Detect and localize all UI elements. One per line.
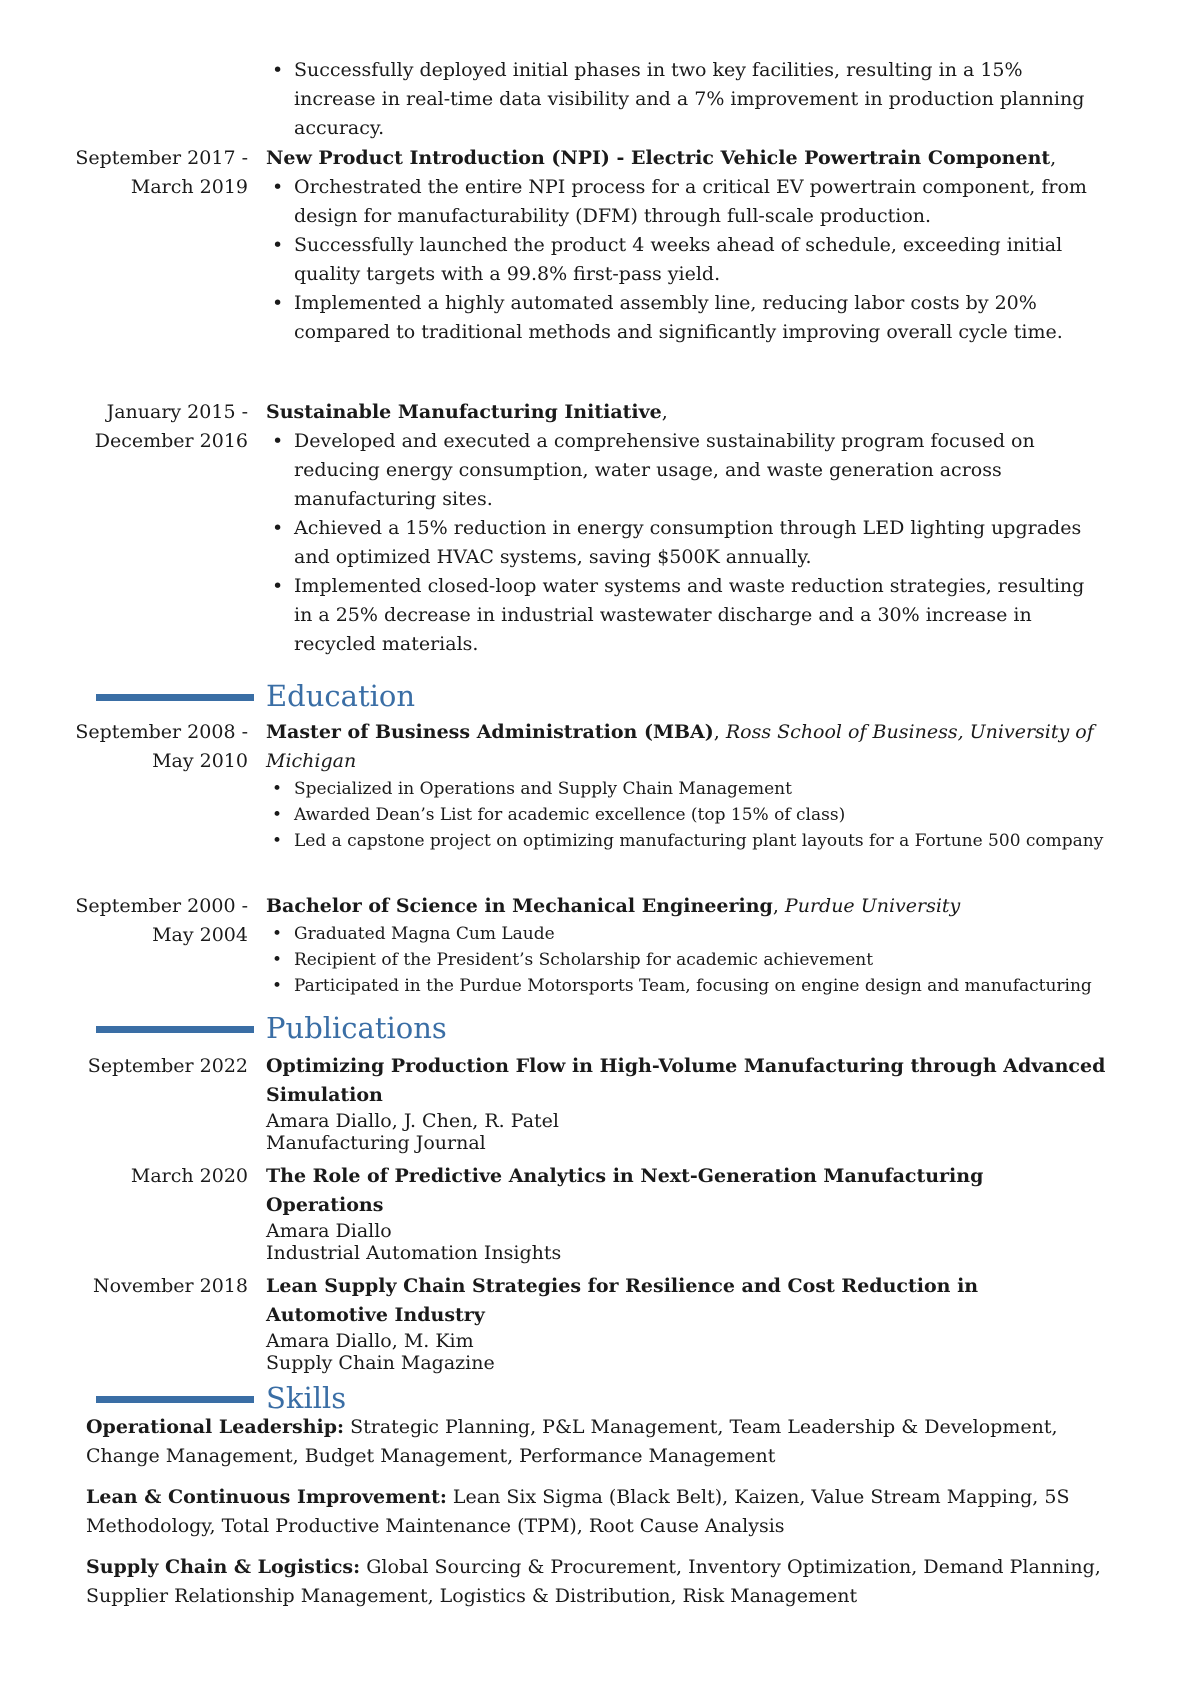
section-accent-bar [96, 694, 254, 701]
entry-content [266, 1162, 1106, 1264]
bullet-item: • Orchestrated the entire NPI process for a critical EV powertrain component, from design for manufacturability (DFM) through full-scale production. [266, 173, 1106, 231]
bullet-list [266, 776, 1106, 854]
entry-content [266, 718, 1106, 854]
entry-date: September 2008 - May 2010 [75, 721, 248, 772]
publication-authors: Amara Diallo, M. Kim [266, 1330, 474, 1352]
entry-date: September 2017 - March 2019 [75, 147, 248, 198]
bullet-list [266, 427, 1106, 659]
institution-name: Purdue University [784, 895, 961, 917]
section-title: Publications [266, 1011, 447, 1045]
section-title: Skills [266, 1381, 347, 1415]
bullet-item: • Implemented a highly automated assembly line, reducing labor costs by 20% compared to traditional methods and significantly improving overall cycle time. [266, 289, 1106, 347]
publication-authors: Amara Diallo, J. Chen, R. Patel [266, 1110, 559, 1132]
bullet-item: • Awarded Dean’s List for academic excellence (top 15% of class) [266, 802, 1106, 828]
publication-title: The Role of Predictive Analytics in Next-Generation Manufacturing Operations [266, 1165, 984, 1216]
entry-date: September 2022 [87, 1055, 248, 1077]
publication-title: Lean Supply Chain Strategies for Resilience and Cost Reduction in Automotive Industry [266, 1275, 979, 1326]
entry-content [266, 398, 1106, 659]
entry-date: March 2020 [130, 1165, 248, 1187]
section-accent-bar [96, 1396, 254, 1403]
entry-heading: Bachelor of Science in Mechanical Engineering, Purdue University [266, 895, 961, 917]
section-title: Education [266, 679, 416, 713]
skill-group-items: Lean Six Sigma (Black Belt), Kaizen, Value Stream Mapping, 5S Methodology, Total Productive Maintenance (TPM), Root Cause Analysis [86, 1486, 1070, 1537]
bullet-item: • Developed and executed a comprehensive sustainability program focused on reducing energy consumption, water usage, and waste generation across manufacturing sites. [266, 427, 1106, 514]
project-title: Sustainable Manufacturing Initiative [266, 401, 662, 423]
bullet-item: • Graduated Magna Cum Laude [266, 921, 1106, 947]
skill-group-items: Global Sourcing & Procurement, Inventory Optimization, Demand Planning, Supplier Relationship Management, Logistics & Distribution, Risk Management [86, 1556, 1101, 1607]
bullet-item: • Implemented closed-loop water systems and waste reduction strategies, resulting in a 25% decrease in industrial wastewater discharge and a 30% increase in recycled materials. [266, 572, 1106, 659]
bullet-item: • Successfully launched the product 4 weeks ahead of schedule, exceeding initial quality targets with a 99.8% first-pass yield. [266, 231, 1106, 289]
bullet-item: • Successfully deployed initial phases in two key facilities, resulting in a 15% increase in real-time data visibility and a 7% improvement in production planning accuracy. [266, 56, 1106, 143]
publication-venue: Industrial Automation Insights [266, 1242, 562, 1264]
skills-list [86, 1413, 1106, 1623]
bullet-list [266, 173, 1106, 347]
bullet-item: • Led a capstone project on optimizing manufacturing plant layouts for a Fortune 500 company [266, 828, 1106, 854]
entry-heading: Master of Business Administration (MBA), Ross School of Business, University of Michigan [266, 721, 1094, 772]
entry-date: November 2018 [93, 1275, 248, 1297]
skill-group [86, 1483, 1106, 1541]
bullet-list [266, 56, 1106, 143]
project-title: New Product Introduction (NPI) - Electric Vehicle Powertrain Component [266, 147, 1051, 169]
entry-content [266, 1272, 1106, 1374]
skill-group [86, 1413, 1106, 1471]
bullet-list [266, 921, 1106, 999]
skill-group-label: Supply Chain & Logistics: [86, 1556, 361, 1578]
skill-group-label: Lean & Continuous Improvement: [86, 1486, 447, 1508]
bullet-item: • Achieved a 15% reduction in energy consumption through LED lighting upgrades and optimized HVAC systems, saving $500K annually. [266, 514, 1106, 572]
publication-title: Optimizing Production Flow in High-Volume Manufacturing through Advanced Simulation [266, 1055, 1106, 1106]
bullet-item: • Specialized in Operations and Supply Chain Management [266, 776, 1106, 802]
entry-content [266, 892, 1106, 999]
skill-group-items: Strategic Planning, P&L Management, Team Leadership & Development, Change Management, Budget Management, Performance Management [86, 1416, 1058, 1467]
section-accent-bar [96, 1026, 254, 1033]
bullet-item: • Participated in the Purdue Motorsports Team, focusing on engine design and manufacturing [266, 973, 1106, 999]
entry-heading: New Product Introduction (NPI) - Electric Vehicle Powertrain Component, [266, 147, 1057, 169]
degree-title: Master of Business Administration (MBA) [266, 721, 714, 743]
entry-date: September 2000 - May 2004 [75, 895, 248, 946]
entry-content [266, 56, 1106, 143]
publication-authors: Amara Diallo [266, 1220, 392, 1242]
institution-name: Ross School of Business, University of Michigan [266, 721, 1094, 772]
entry-date: January 2015 - December 2016 [94, 401, 248, 452]
education-section-header [0, 678, 1190, 718]
entry-content [266, 1052, 1106, 1154]
entry-heading: Sustainable Manufacturing Initiative, [266, 401, 668, 423]
entry-content [266, 144, 1106, 347]
skill-group-label: Operational Leadership: [86, 1416, 345, 1438]
publication-venue: Supply Chain Magazine [266, 1352, 495, 1374]
skill-group [86, 1553, 1106, 1611]
degree-title: Bachelor of Science in Mechanical Engineering [266, 895, 773, 917]
publications-section-header [0, 1010, 1190, 1050]
publication-venue: Manufacturing Journal [266, 1132, 486, 1154]
bullet-item: • Recipient of the President’s Scholarship for academic achievement [266, 947, 1106, 973]
